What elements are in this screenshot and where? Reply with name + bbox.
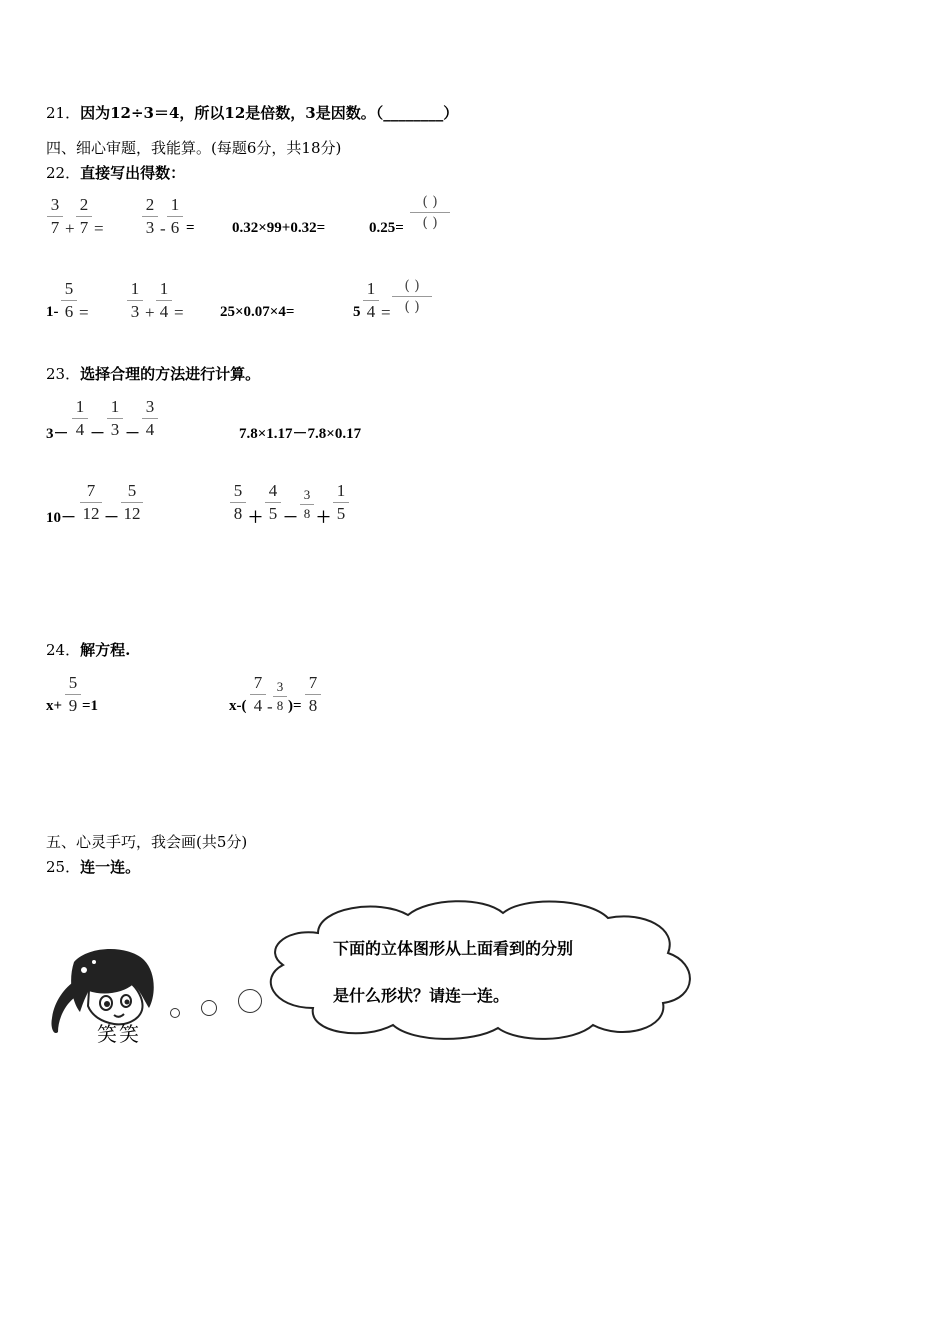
expression-mid: )= (288, 698, 302, 714)
question-text: 直接写出得数： (80, 164, 186, 182)
expression-lead: 10－ (46, 510, 77, 526)
fraction: 2 3 (142, 195, 158, 238)
equals: = (381, 303, 391, 322)
question-number: 21． (46, 104, 81, 122)
expression-lead: 1- (46, 304, 59, 320)
fraction: 1 6 (167, 195, 183, 238)
fraction: 4 5 (265, 481, 281, 524)
expression: 7.8×1.17－7.8×0.17 (239, 426, 362, 442)
fraction: 1 4 (363, 279, 379, 322)
fraction: 1 5 (333, 481, 349, 524)
question-25 (46, 856, 140, 877)
thought-bubble-small (170, 1008, 180, 1018)
fraction: 1 4 (72, 397, 88, 440)
fraction: 5 12 (121, 481, 143, 524)
equals: = (94, 219, 104, 238)
expression-lead: x+ (46, 698, 63, 714)
operator: ＋ (316, 510, 332, 526)
question-text: 因为12÷3＝4，所以12是倍数，3是因数。（________） (80, 104, 459, 122)
question-text: 选择合理的方法进行计算。 (80, 365, 261, 383)
fraction: 1 3 (127, 279, 143, 322)
question-23 (46, 363, 260, 384)
fraction: 3 4 (142, 397, 158, 440)
answer-fraction-blank: ( ) ( ) (392, 278, 432, 315)
fraction: 5 6 (61, 279, 77, 322)
question-number: 24． (46, 641, 81, 659)
fraction: 5 8 (230, 481, 246, 524)
operator: - (160, 219, 166, 238)
expression-lead: x-( (229, 698, 247, 714)
fraction: 2 7 (76, 195, 92, 238)
character-caption: 笑笑 (97, 1022, 141, 1046)
fraction: 1 3 (107, 397, 123, 440)
fraction: 7 4 (250, 673, 266, 716)
cloud-text-line-1: 下面的立体图形从上面看到的分别 (333, 939, 574, 958)
question-number: 23． (46, 365, 81, 383)
fraction: 7 12 (80, 481, 102, 524)
expression-lhs: 0.25= (369, 220, 404, 236)
equals: = (79, 303, 89, 322)
question-number: 22． (46, 164, 81, 182)
section-5-title: 五、心灵手巧，我会画(共5分) (46, 833, 248, 851)
question-24 (46, 639, 130, 660)
question-text: 解方程. (80, 641, 131, 659)
operator: － (125, 426, 141, 442)
thought-bubble-medium (201, 1000, 217, 1016)
operator: － (283, 510, 299, 526)
fraction: 1 4 (156, 279, 172, 322)
question-21 (46, 102, 458, 123)
question-number: 25． (46, 858, 81, 876)
fraction: 3 7 (47, 195, 63, 238)
operator: + (65, 219, 75, 238)
expression-tail: =1 (82, 698, 99, 714)
operator: － (104, 510, 120, 526)
question-22 (46, 162, 185, 183)
expression: 25×0.07×4= (220, 304, 295, 320)
fraction: 3 8 (300, 487, 314, 522)
operator: + (145, 303, 155, 322)
section-4-title: 四、细心审题，我能算。(每题6分，共18分) (46, 139, 342, 157)
expression: 0.32×99+0.32= (232, 220, 326, 236)
fraction: 7 8 (305, 673, 321, 716)
equals: = (174, 303, 184, 322)
fraction: 3 8 (273, 679, 287, 714)
operator: - (267, 697, 273, 716)
operator: － (90, 426, 106, 442)
question-text: 连一连。 (80, 858, 141, 876)
fraction: 5 9 (65, 673, 81, 716)
expression-lead: 5 (353, 304, 361, 320)
operator: ＋ (248, 510, 264, 526)
cloud-text-line-2: 是什么形状？请连一连。 (333, 986, 510, 1005)
expression-lead: 3－ (46, 426, 69, 442)
answer-fraction-blank: ( ) ( ) (410, 194, 450, 231)
equals: = (186, 220, 195, 236)
speech-cloud (258, 893, 698, 1043)
